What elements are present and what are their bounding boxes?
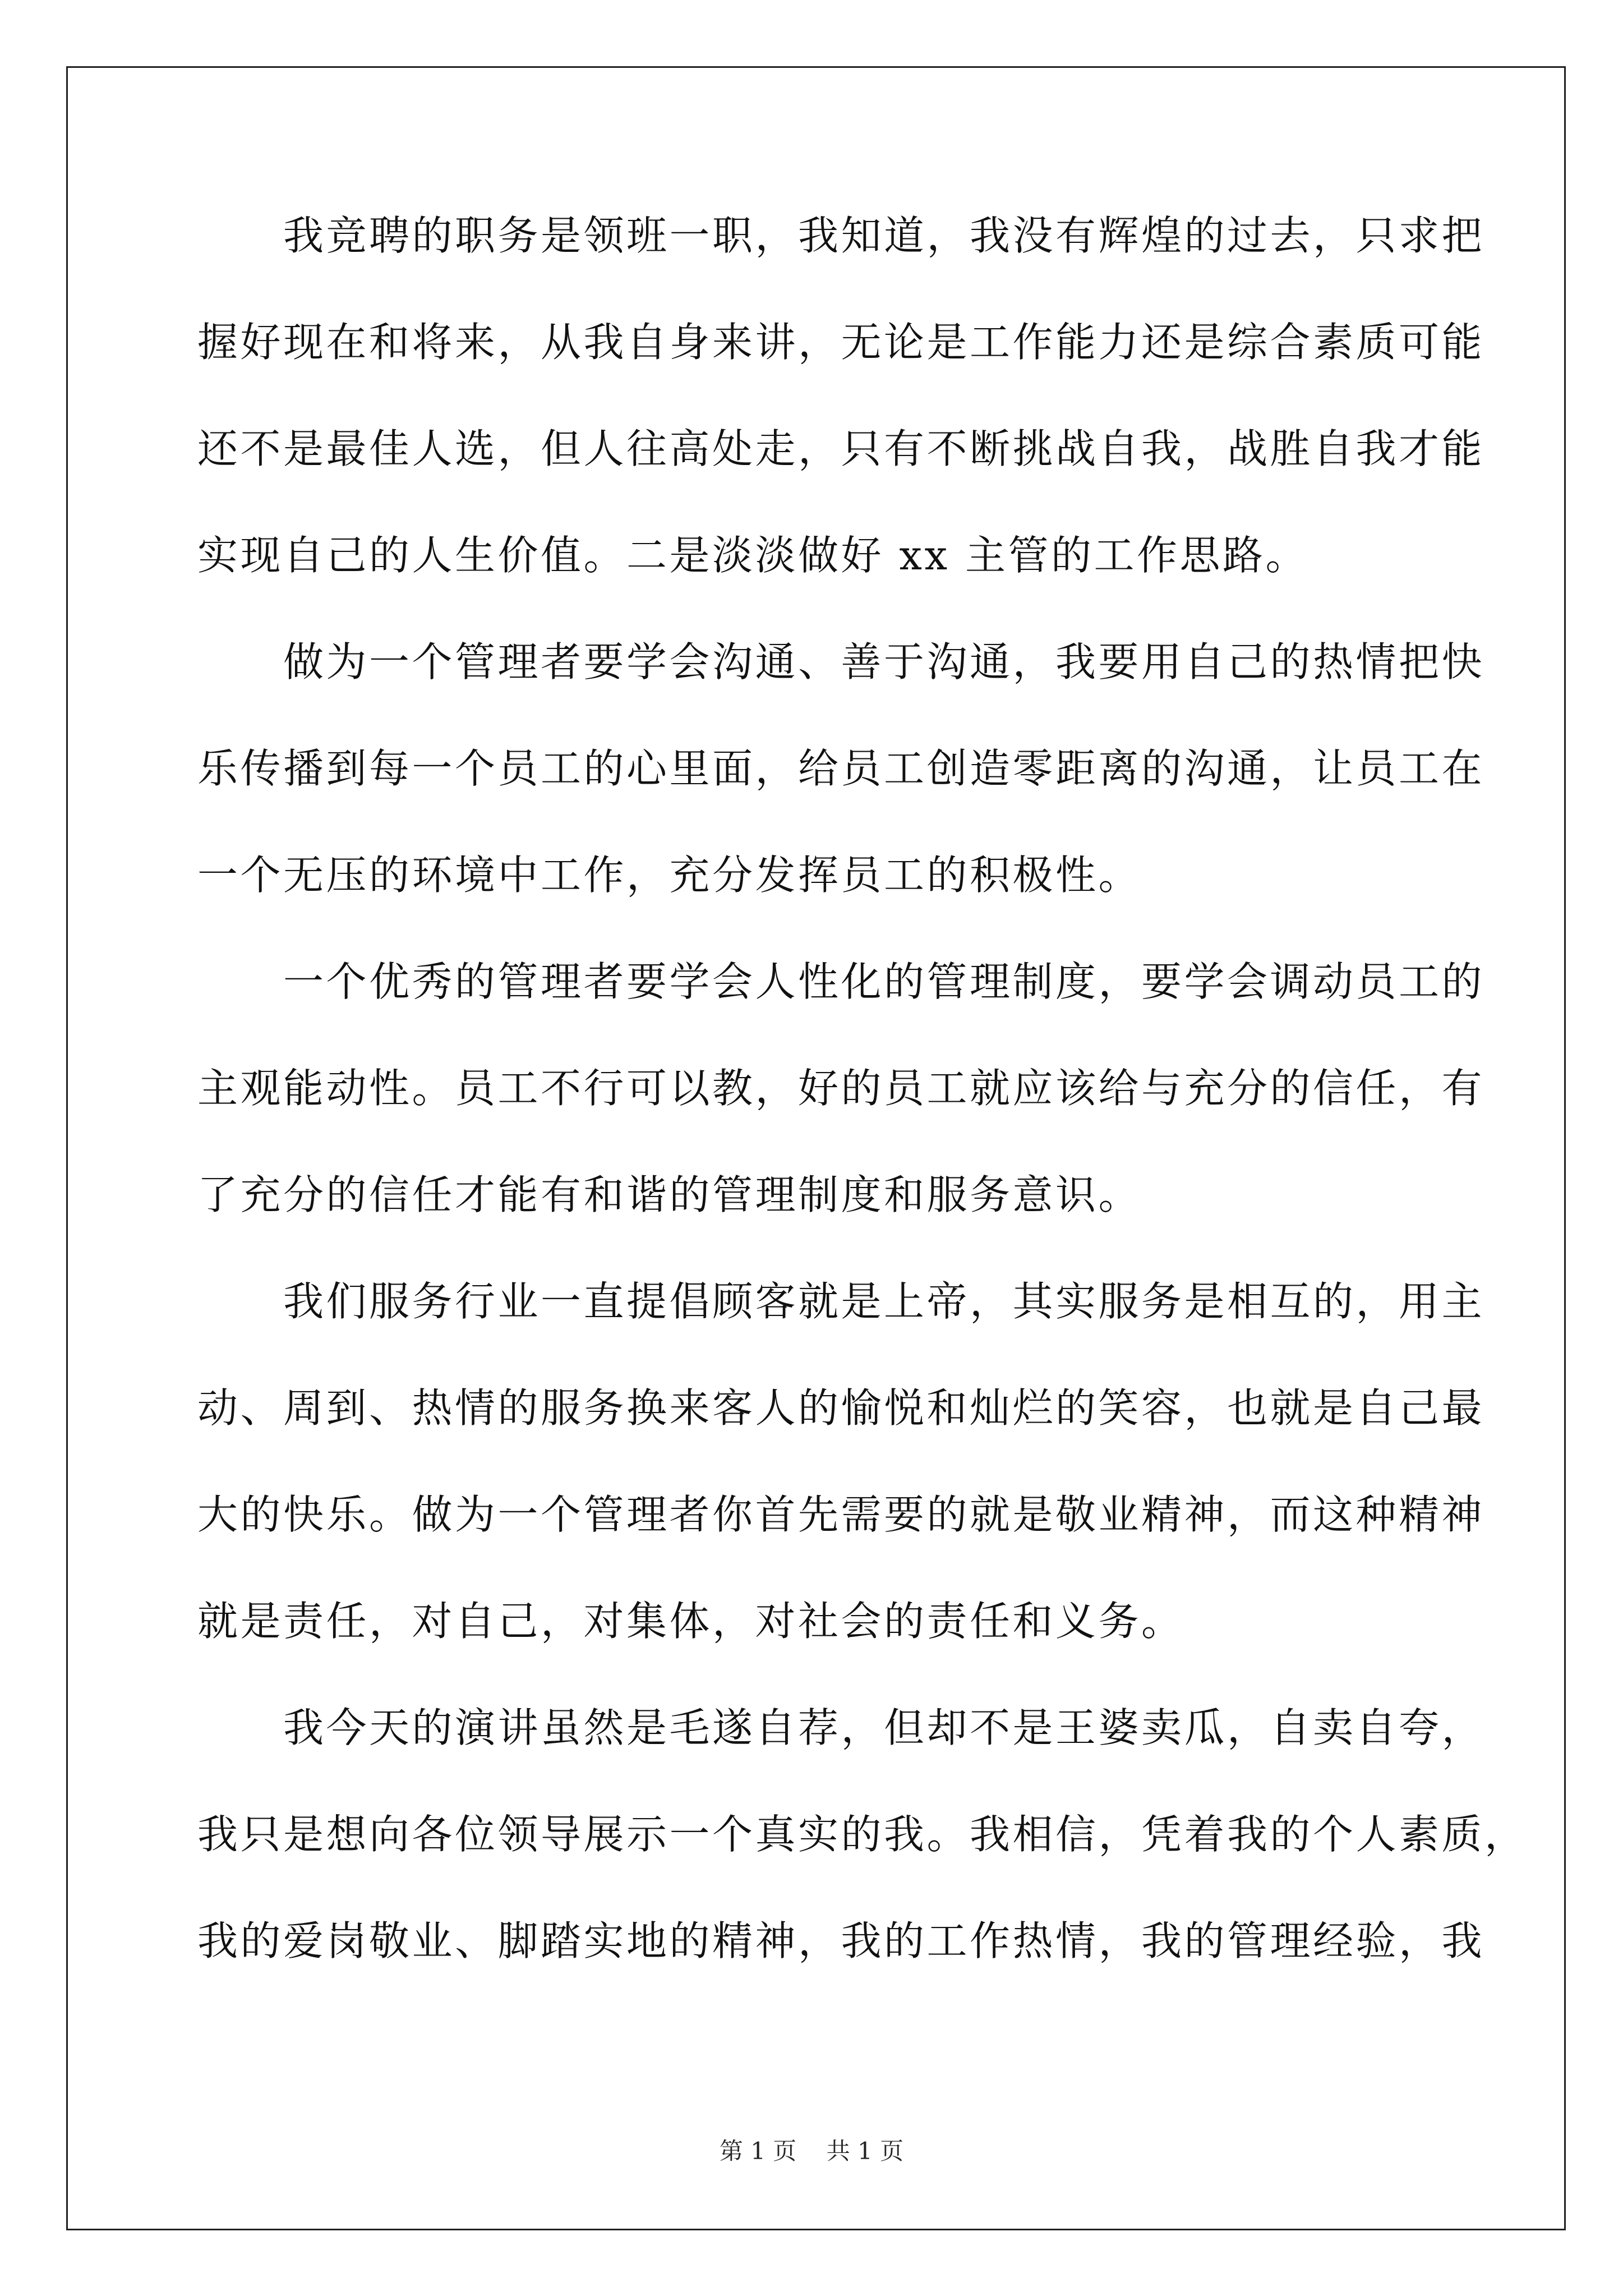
text-line: 握好现在和将来，从我自身来讲，无论是工作能力还是综合素质可能 xyxy=(197,319,1485,366)
text-line: 一个优秀的管理者要学会人性化的管理制度，要学会调动员工的 xyxy=(197,958,1485,1005)
text-line: 大的快乐。做为一个管理者你首先需要的就是敬业精神，而这种精神 xyxy=(197,1491,1485,1538)
text-line: 了充分的信任才能有和谐的管理制度和服务意识。 xyxy=(197,1171,1142,1218)
text-line: 我的爱岗敬业、脚踏实地的精神，我的工作热情，我的管理经验，我 xyxy=(197,1917,1485,1964)
page-border xyxy=(66,66,1566,2230)
text-line: 一个无压的环境中工作，充分发挥员工的积极性。 xyxy=(197,852,1142,899)
text-line: 还不是最佳人选，但人往高处走，只有不断挑战自我，战胜自我才能 xyxy=(197,425,1485,472)
text-line: 我只是想向各位领导展示一个真实的我。我相信，凭着我的个人素质， xyxy=(197,1811,1528,1858)
text-line: 乐传播到每一个员工的心里面，给员工创造零距离的沟通，让员工在 xyxy=(197,745,1485,792)
text-line: 主观能动性。员工不行可以教，好的员工就应该给与充分的信任，有 xyxy=(197,1065,1485,1112)
text-line: 动、周到、热情的服务换来客人的愉悦和灿烂的笑容，也就是自己最 xyxy=(197,1384,1485,1432)
text-line: 做为一个管理者要学会沟通、善于沟通，我要用自己的热情把快 xyxy=(197,638,1485,685)
text-line: 就是责任，对自己，对集体，对社会的责任和义务。 xyxy=(197,1598,1184,1645)
text-line: 我竞聘的职务是领班一职，我知道，我没有辉煌的过去，只求把 xyxy=(197,212,1485,259)
text-line: 我们服务行业一直提倡顾客就是上帝，其实服务是相互的，用主 xyxy=(197,1278,1485,1325)
page-number: 第 1 页 共 1 页 xyxy=(719,2137,904,2165)
text-line: 实现自己的人生价值。二是淡淡做好 xx 主管的工作思路。 xyxy=(197,532,1308,579)
page-footer xyxy=(0,2134,1623,2168)
text-line: 我今天的演讲虽然是毛遂自荐，但却不是王婆卖瓜，自卖自夸， xyxy=(197,1704,1485,1751)
